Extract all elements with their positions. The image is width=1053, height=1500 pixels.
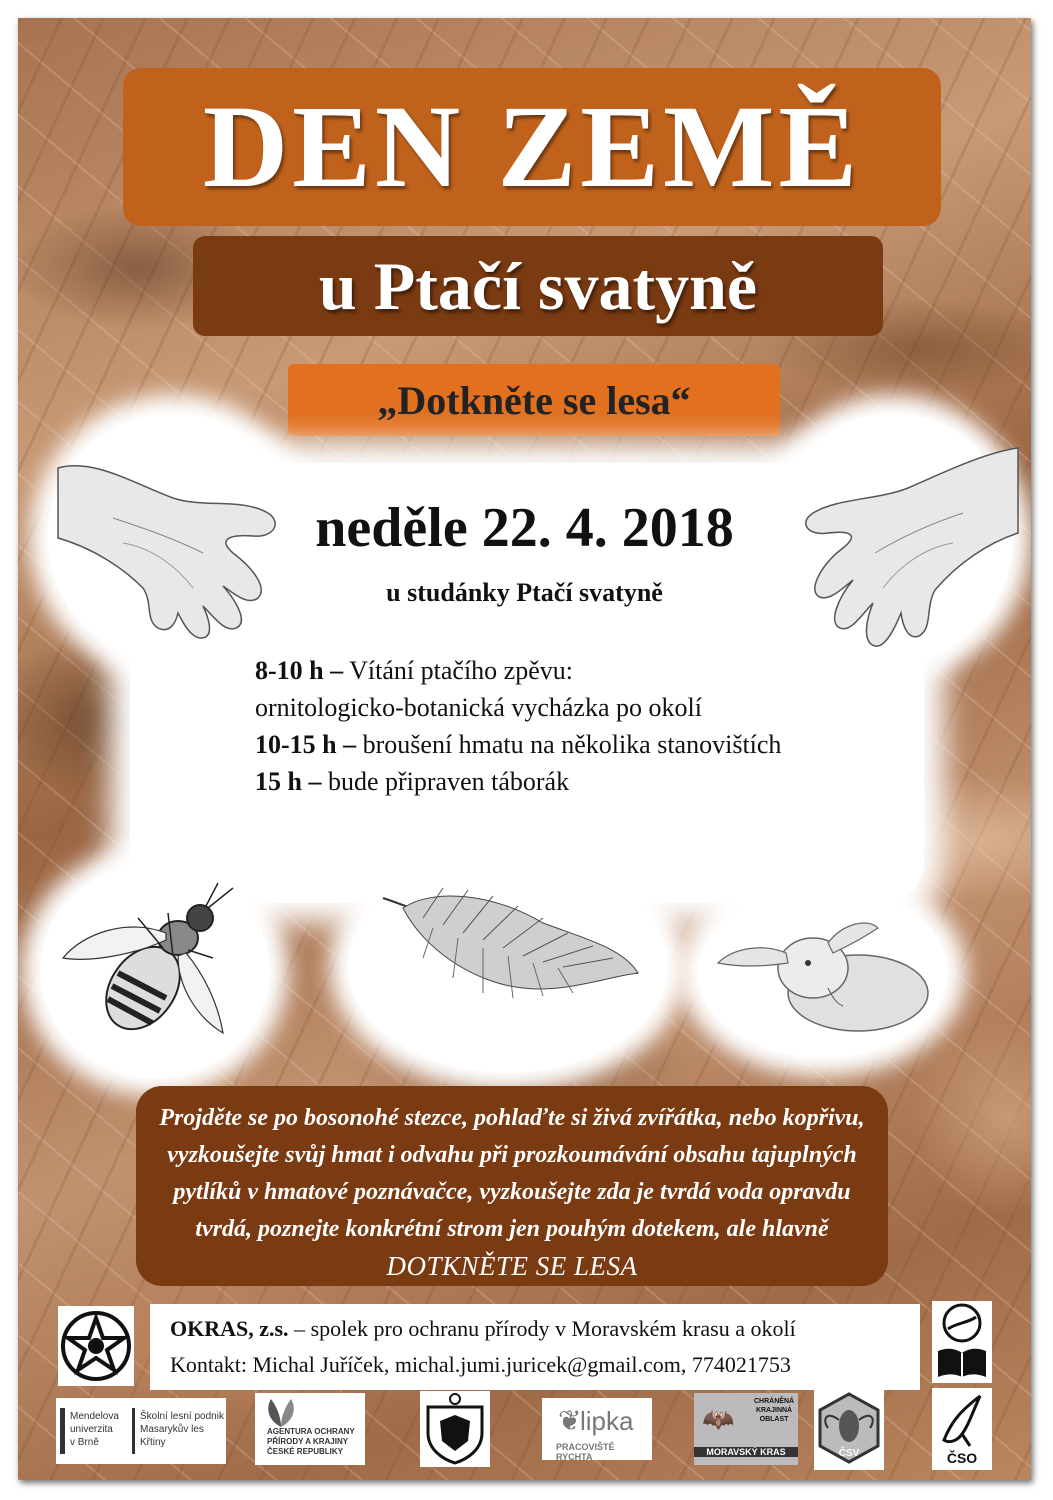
activities-line: tvrdá, poznejte konkrétní strom jen pouhým dotekem, ale hlavně (195, 1216, 829, 1242)
logo-text: ČSO (946, 1450, 978, 1466)
feather-illustration (363, 878, 653, 1058)
organizer-name: OKRAS, z.s. (170, 1316, 289, 1341)
schedule-time: 8-10 h – (255, 656, 344, 685)
logo-text: PRACOVIŠTĚ RYCHTA (556, 1442, 615, 1462)
bat-icon: 🦇 (702, 1405, 735, 1434)
logo-text: ČESKÉ REPUBLIKY (267, 1447, 344, 1456)
schedule-item (255, 652, 781, 689)
coat-of-arms-logo (420, 1391, 490, 1467)
event-date: neděle 22. 4. 2018 (315, 497, 734, 559)
activities-highlight: DOTKNĚTE SE LESA (386, 1251, 638, 1281)
logo-text: lipka (580, 1406, 634, 1436)
activities-line: pytlíků v hmatové poznávačce, vyzkoušejte zda je tvrdá voda opravdu (173, 1179, 851, 1205)
leaf-icon: ❦ (558, 1405, 582, 1436)
schedule-time: 10-15 h – (255, 730, 357, 759)
organizer-description: – spolek pro ochranu přírody v Moravském krasu a okolí (288, 1316, 796, 1341)
schedule-text: Vítání ptačího zpěvu: (349, 656, 573, 685)
organizer-contact: Kontakt: Michal Juříček, michal.jumi.juricek@gmail.com, 774021753 (170, 1352, 791, 1377)
logo-text: KRAJINNÁ (755, 1407, 793, 1414)
schedule-item (255, 726, 781, 763)
activities-line: Projděte se po bosonohé stezce, pohlaďte si živá zvířátka, nebo kopřivu, (159, 1105, 865, 1131)
chko-logo (694, 1393, 798, 1465)
csv-logo (814, 1390, 884, 1470)
logo-text: Masarykův les (140, 1424, 204, 1435)
schedule-item (255, 763, 781, 800)
schedule-list (255, 652, 781, 800)
logo-text: Mendelova (70, 1411, 119, 1422)
logo-text: univerzita (70, 1424, 113, 1435)
schedule-text: broušení hmatu na několika stanovištích (362, 730, 782, 759)
logo-text: v Brně (70, 1437, 99, 1448)
logo-text: Školní lesní podnik (140, 1411, 224, 1422)
slp-logo (126, 1398, 226, 1464)
cso-logo (932, 1388, 992, 1470)
logo-text: CHRÁNĚNÁ (754, 1398, 795, 1405)
logo-text: ČSV (838, 1448, 860, 1459)
schedule-text: bude připraven táborák (327, 767, 570, 796)
motto-banner (288, 364, 780, 436)
aopk-logo (255, 1393, 365, 1465)
subtitle-banner (193, 236, 883, 336)
logo-text: Křtiny (140, 1437, 166, 1448)
lamb-illustration (708, 898, 938, 1038)
schedule-time: 15 h – (255, 767, 322, 796)
event-title: DEN ZEMĚ (202, 81, 862, 212)
event-place: u studánky Ptačí svatyně (386, 578, 663, 607)
logo-text: MORAVSKÝ KRAS (694, 1447, 798, 1457)
activities-line: vyzkoušejte svůj hmat i odvahu při prozkoumávání obsahu tajuplných (167, 1142, 857, 1168)
activities-box (136, 1086, 888, 1286)
schedule-item (255, 689, 781, 726)
bird-book-logo (932, 1301, 992, 1383)
logo-text: PŘÍRODY A KRAJINY (267, 1437, 349, 1446)
okras-logo (58, 1306, 134, 1386)
title-banner (123, 68, 941, 226)
event-subtitle: u Ptačí svatyně (318, 247, 758, 324)
organizer-line (170, 1316, 796, 1342)
bee-illustration (48, 878, 258, 1068)
lipka-logo (542, 1398, 652, 1460)
event-motto: „Dotkněte se lesa“ (377, 377, 691, 423)
schedule-text: ornitologicko-botanická vycházka po okolí (255, 693, 702, 722)
organizer-box (150, 1304, 920, 1390)
logo-text: OBLAST (759, 1416, 789, 1423)
poster (18, 18, 1031, 1480)
logo-text: AGENTURA OCHRANY (267, 1427, 355, 1436)
activities-text (136, 1100, 888, 1285)
